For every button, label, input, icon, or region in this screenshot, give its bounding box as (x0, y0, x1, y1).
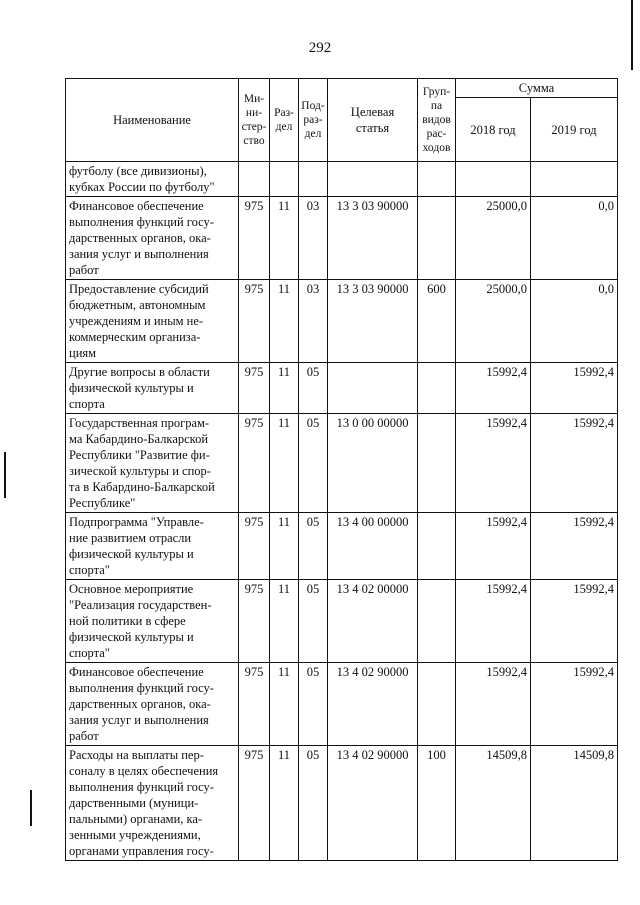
cell-2018 (456, 162, 531, 197)
cell-ministry: 975 (239, 414, 270, 513)
cell-name: Другие вопросы в области физической культуры и спорта (66, 363, 239, 414)
cell-name: Основное мероприятие "Реализация государствен- ной политики в сфере физической культуры и спорта" (66, 580, 239, 663)
cell-2018: 15992,4 (456, 663, 531, 746)
cell-section: 11 (270, 746, 299, 861)
cell-ministry: 975 (239, 746, 270, 861)
header-2019: 2019 год (531, 98, 618, 162)
cell-subsection: 05 (299, 363, 328, 414)
header-expense-group: Груп- па видов рас- ходов (418, 79, 456, 162)
header-sum: Сумма (456, 79, 618, 98)
cell-name: Финансовое обеспечение выполнения функций госу- дарственных органов, ока- зания услуг и выполнения работ (66, 663, 239, 746)
cell-expense-group (418, 663, 456, 746)
cell-target: 13 4 02 90000 (328, 746, 418, 861)
cell-name: Предоставление субсидий бюджетным, автономным учреждениям и иным не- коммерческим организа- циям (66, 280, 239, 363)
header-row (66, 79, 618, 98)
cell-2018: 25000,0 (456, 280, 531, 363)
table-row (66, 414, 618, 513)
cell-ministry: 975 (239, 280, 270, 363)
cell-ministry: 975 (239, 363, 270, 414)
cell-2019: 15992,4 (531, 363, 618, 414)
cell-name: Финансовое обеспечение выполнения функций госу- дарственных органов, ока- зания услуг и выполнения работ (66, 197, 239, 280)
cell-section: 11 (270, 414, 299, 513)
cell-2019: 15992,4 (531, 663, 618, 746)
cell-expense-group (418, 513, 456, 580)
cell-2018: 15992,4 (456, 580, 531, 663)
cell-target (328, 363, 418, 414)
cell-section: 11 (270, 197, 299, 280)
cell-2019: 15992,4 (531, 513, 618, 580)
cell-2019: 15992,4 (531, 414, 618, 513)
cell-2018: 15992,4 (456, 414, 531, 513)
cell-section: 11 (270, 580, 299, 663)
cell-subsection: 05 (299, 414, 328, 513)
cell-expense-group: 100 (418, 746, 456, 861)
cell-section: 11 (270, 363, 299, 414)
table-row (66, 513, 618, 580)
header-section: Раз- дел (270, 79, 299, 162)
cell-ministry (239, 162, 270, 197)
scan-mark-right (631, 0, 633, 70)
cell-subsection: 05 (299, 580, 328, 663)
table-row (66, 280, 618, 363)
cell-2018: 14509,8 (456, 746, 531, 861)
cell-expense-group (418, 414, 456, 513)
cell-ministry: 975 (239, 580, 270, 663)
cell-section: 11 (270, 280, 299, 363)
table-row (66, 746, 618, 861)
cell-2018: 25000,0 (456, 197, 531, 280)
cell-target: 13 0 00 00000 (328, 414, 418, 513)
scan-mark-left-2 (30, 790, 32, 826)
cell-subsection: 05 (299, 663, 328, 746)
cell-expense-group (418, 162, 456, 197)
table-row (66, 363, 618, 414)
cell-2018: 15992,4 (456, 363, 531, 414)
table-row (66, 580, 618, 663)
cell-subsection: 05 (299, 513, 328, 580)
table-row (66, 197, 618, 280)
cell-subsection: 03 (299, 197, 328, 280)
cell-expense-group (418, 363, 456, 414)
table-row (66, 162, 618, 197)
header-name: Наименование (66, 79, 239, 162)
cell-expense-group: 600 (418, 280, 456, 363)
cell-ministry: 975 (239, 663, 270, 746)
cell-target: 13 3 03 90000 (328, 280, 418, 363)
cell-target: 13 4 00 00000 (328, 513, 418, 580)
header-subsection: Под- раз- дел (299, 79, 328, 162)
cell-ministry: 975 (239, 513, 270, 580)
cell-2019 (531, 162, 618, 197)
cell-ministry: 975 (239, 197, 270, 280)
page-number: 292 (308, 40, 332, 56)
cell-target (328, 162, 418, 197)
cell-subsection (299, 162, 328, 197)
header-2018: 2018 год (456, 98, 531, 162)
table-row (66, 663, 618, 746)
scan-mark-left-1 (4, 452, 6, 498)
cell-subsection: 05 (299, 746, 328, 861)
cell-2019: 0,0 (531, 280, 618, 363)
cell-name: Государственная програм- ма Кабардино-Балкарской Республики "Развитие фи- зической культуры и спор- та в Кабардино-Балкарской Республике" (66, 414, 239, 513)
cell-target: 13 4 02 90000 (328, 663, 418, 746)
cell-section: 11 (270, 513, 299, 580)
cell-2018: 15992,4 (456, 513, 531, 580)
cell-target: 13 4 02 00000 (328, 580, 418, 663)
cell-expense-group (418, 197, 456, 280)
cell-target: 13 3 03 90000 (328, 197, 418, 280)
cell-2019: 14509,8 (531, 746, 618, 861)
cell-section (270, 162, 299, 197)
cell-2019: 0,0 (531, 197, 618, 280)
cell-subsection: 03 (299, 280, 328, 363)
header-target: Целевая статья (328, 79, 418, 162)
cell-2019: 15992,4 (531, 580, 618, 663)
header-ministry: Ми- ни- стер- ство (239, 79, 270, 162)
budget-table (65, 78, 618, 861)
cell-name: Подпрограмма "Управле- ние развитием отрасли физической культуры и спорта" (66, 513, 239, 580)
cell-section: 11 (270, 663, 299, 746)
cell-name: футболу (все дивизионы), кубках России по футболу" (66, 162, 239, 197)
cell-expense-group (418, 580, 456, 663)
cell-name: Расходы на выплаты пер- соналу в целях обеспечения выполнения функций госу- дарственными (муници- пальными) органами, ка- зенными учреждениями, органами управления госу- (66, 746, 239, 861)
